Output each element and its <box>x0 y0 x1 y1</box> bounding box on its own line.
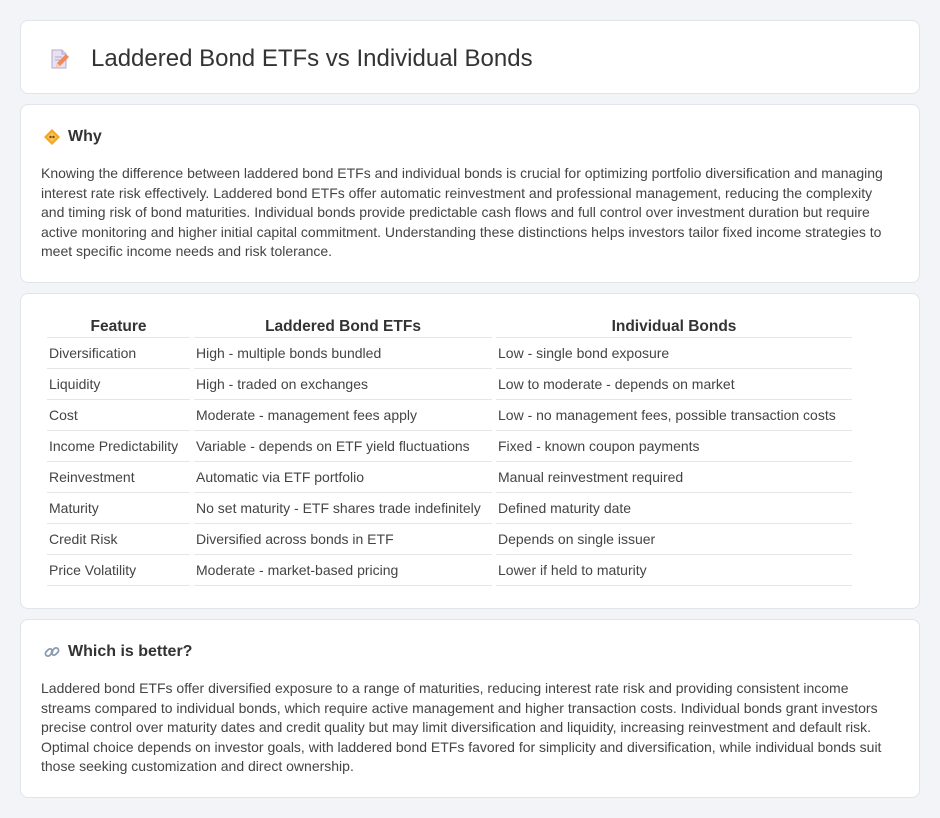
feature-cell: Reinvestment <box>47 462 190 493</box>
document-pencil-icon <box>47 47 71 71</box>
table-row <box>47 524 852 555</box>
better-heading <box>43 642 192 662</box>
table-row <box>47 431 852 462</box>
etf-cell: Moderate - management fees apply <box>194 400 492 431</box>
why-heading <box>43 127 102 147</box>
feature-cell: Maturity <box>47 493 190 524</box>
feature-cell: Diversification <box>47 338 190 369</box>
table-row <box>47 400 852 431</box>
feature-cell: Cost <box>47 400 190 431</box>
table-row <box>47 369 852 400</box>
better-text: Laddered bond ETFs offer diversified exposure to a range of maturities, reducing interest rate risk and providing consistent income streams compared to individual bonds, which require active management and higher transaction costs. Individual bonds grant investors precise control over maturity dates and credit quality but may limit diversification and liquidity, increasing reinvestment and default risk. Optimal choice depends on investor goals, with laddered bond ETFs favored for simplicity and diversification, while individual bonds suit those seeking customization and direct ownership. <box>41 680 882 774</box>
column-header-bonds: Individual Bonds <box>496 316 852 338</box>
bond-cell: Low to moderate - depends on market <box>496 369 852 400</box>
feature-cell: Price Volatility <box>47 555 190 586</box>
feature-cell: Liquidity <box>47 369 190 400</box>
column-header-feature: Feature <box>47 316 190 338</box>
why-section <box>20 104 920 283</box>
why-text: Knowing the difference between laddered bond ETFs and individual bonds is crucial for optimizing portfolio diversification and managing interest rate risk effectively. Laddered bond ETFs offer automatic reinvestment and professional management, reducing the complexity and timing risk of bond maturities. Individual bonds provide predictable cash flows and full control over investment duration but require active monitoring and higher initial capital commitment. Understanding these distinctions helps investors tailor fixed income strategies to meet specific income needs and risk tolerance. <box>41 165 883 259</box>
etf-cell: Automatic via ETF portfolio <box>194 462 492 493</box>
comparison-table <box>43 316 856 586</box>
bond-cell: Fixed - known coupon payments <box>496 431 852 462</box>
header-card <box>20 20 920 94</box>
page-title: Laddered Bond ETFs vs Individual Bonds <box>91 45 533 72</box>
table-row <box>47 462 852 493</box>
diamond-icon <box>43 128 61 146</box>
column-header-etfs: Laddered Bond ETFs <box>194 316 492 338</box>
etf-cell: High - multiple bonds bundled <box>194 338 492 369</box>
etf-cell: Moderate - market-based pricing <box>194 555 492 586</box>
which-better-section <box>20 619 920 798</box>
link-icon <box>43 643 61 661</box>
etf-cell: Variable - depends on ETF yield fluctuations <box>194 431 492 462</box>
bond-cell: Low - single bond exposure <box>496 338 852 369</box>
bond-cell: Low - no management fees, possible transaction costs <box>496 400 852 431</box>
feature-cell: Credit Risk <box>47 524 190 555</box>
why-heading-label: Why <box>68 128 102 145</box>
feature-cell: Income Predictability <box>47 431 190 462</box>
etf-cell: No set maturity - ETF shares trade indefinitely <box>194 493 492 524</box>
bond-cell: Defined maturity date <box>496 493 852 524</box>
table-header-row <box>47 316 852 338</box>
bond-cell: Lower if held to maturity <box>496 555 852 586</box>
comparison-section <box>20 293 920 609</box>
etf-cell: High - traded on exchanges <box>194 369 492 400</box>
etf-cell: Diversified across bonds in ETF <box>194 524 492 555</box>
table-row <box>47 493 852 524</box>
table-row <box>47 555 852 586</box>
better-heading-label: Which is better? <box>68 643 193 660</box>
bond-cell: Depends on single issuer <box>496 524 852 555</box>
bond-cell: Manual reinvestment required <box>496 462 852 493</box>
table-row <box>47 338 852 369</box>
